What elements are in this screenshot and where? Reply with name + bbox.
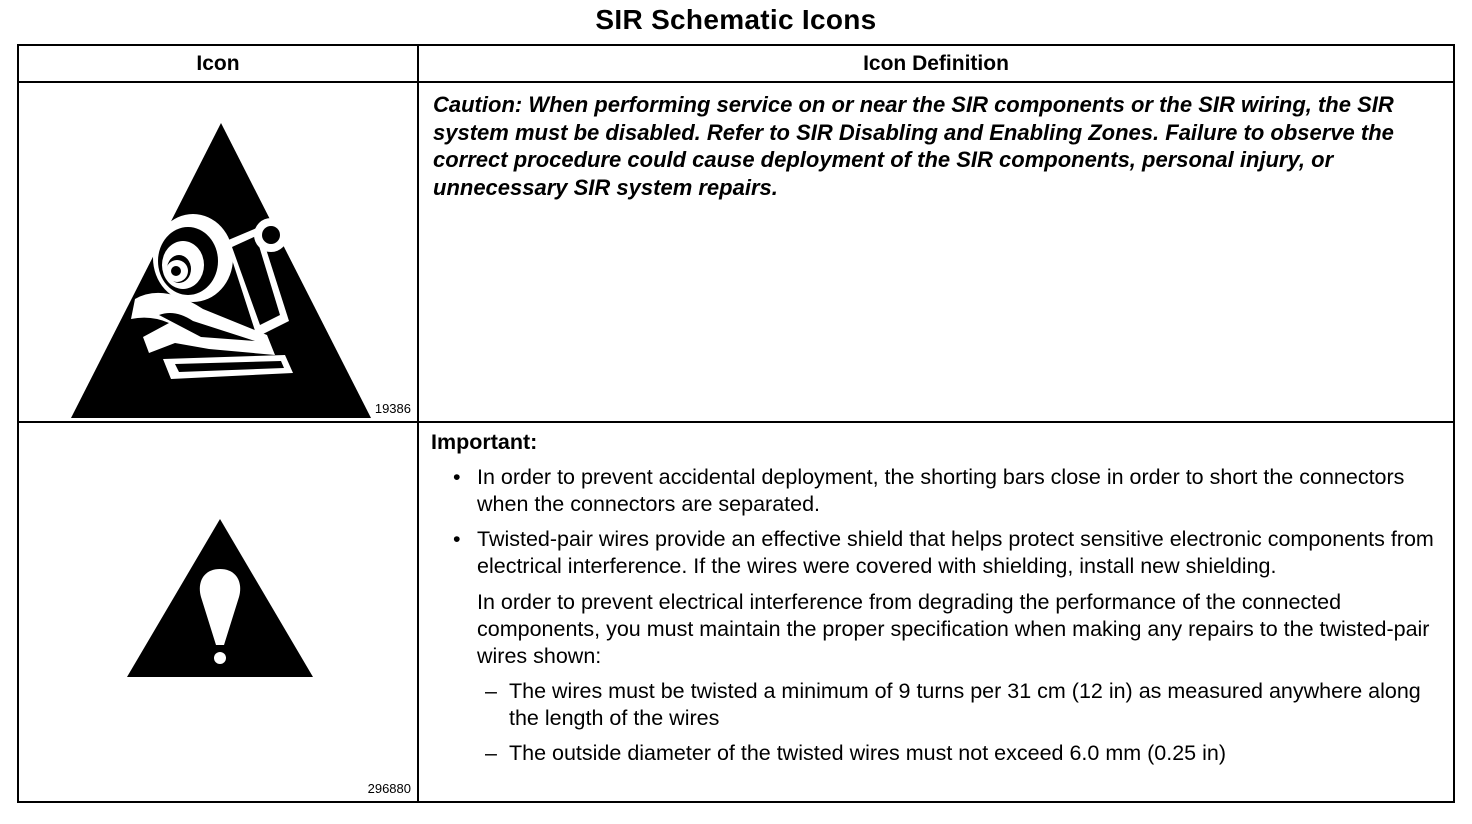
list-item	[431, 526, 1441, 767]
list-item	[477, 678, 1441, 732]
definition-cell	[418, 82, 1454, 422]
dash-marker: –	[485, 679, 497, 703]
sir-airbag-warning-icon	[71, 123, 371, 423]
icon-column-header: Icon	[18, 45, 418, 82]
figure-number: 296880	[367, 781, 411, 796]
important-note	[419, 423, 1453, 767]
bullet-text: In order to prevent accidental deployment, the shorting bars close in order to short the connectors when the connectors are separated.	[477, 465, 1405, 516]
list-item	[431, 464, 1441, 518]
table-row	[18, 422, 1454, 802]
important-exclamation-icon	[127, 519, 313, 679]
bullet-text: Twisted-pair wires provide an effective shield that helps protect sensitive electronic components from electrical interference. If the wires were covered with shielding, install new shielding.	[477, 527, 1434, 578]
bullet-list	[431, 464, 1441, 767]
dash-marker: –	[485, 741, 497, 765]
definition-column-header: Icon Definition	[418, 45, 1454, 82]
caution-text: Caution: When performing service on or near the SIR components or the SIR wiring, the SIR system must be disabled. Refer to SIR Disabling and Enabling Zones. Failure to observe the correct procedure could cause deployment of the SIR components, personal injury, or unnecessary SIR system repairs.	[433, 92, 1394, 200]
table-row	[18, 82, 1454, 422]
definition-cell	[418, 422, 1454, 802]
dash-text: The outside diameter of the twisted wires must not exceed 6.0 mm (0.25 in)	[509, 741, 1226, 765]
page-title: SIR Schematic Icons	[595, 4, 877, 35]
icon-cell	[18, 422, 418, 802]
bullet-marker: •	[453, 527, 461, 551]
dash-text: The wires must be twisted a minimum of 9 turns per 31 cm (12 in) as measured anywhere along the length of the wires	[509, 679, 1421, 730]
icon-cell	[18, 82, 418, 422]
figure-number: 19386	[374, 401, 411, 416]
list-item	[477, 740, 1441, 767]
dash-list	[477, 678, 1441, 767]
bullet-paragraph: In order to prevent electrical interference from degrading the performance of the connected components, you must maintain the proper specification when making any repairs to the twisted-pair wires shown:	[477, 590, 1430, 668]
sir-icons-table	[17, 44, 1455, 803]
table-header-row	[18, 45, 1454, 82]
bullet-marker: •	[453, 465, 461, 489]
important-label: Important:	[431, 430, 538, 454]
